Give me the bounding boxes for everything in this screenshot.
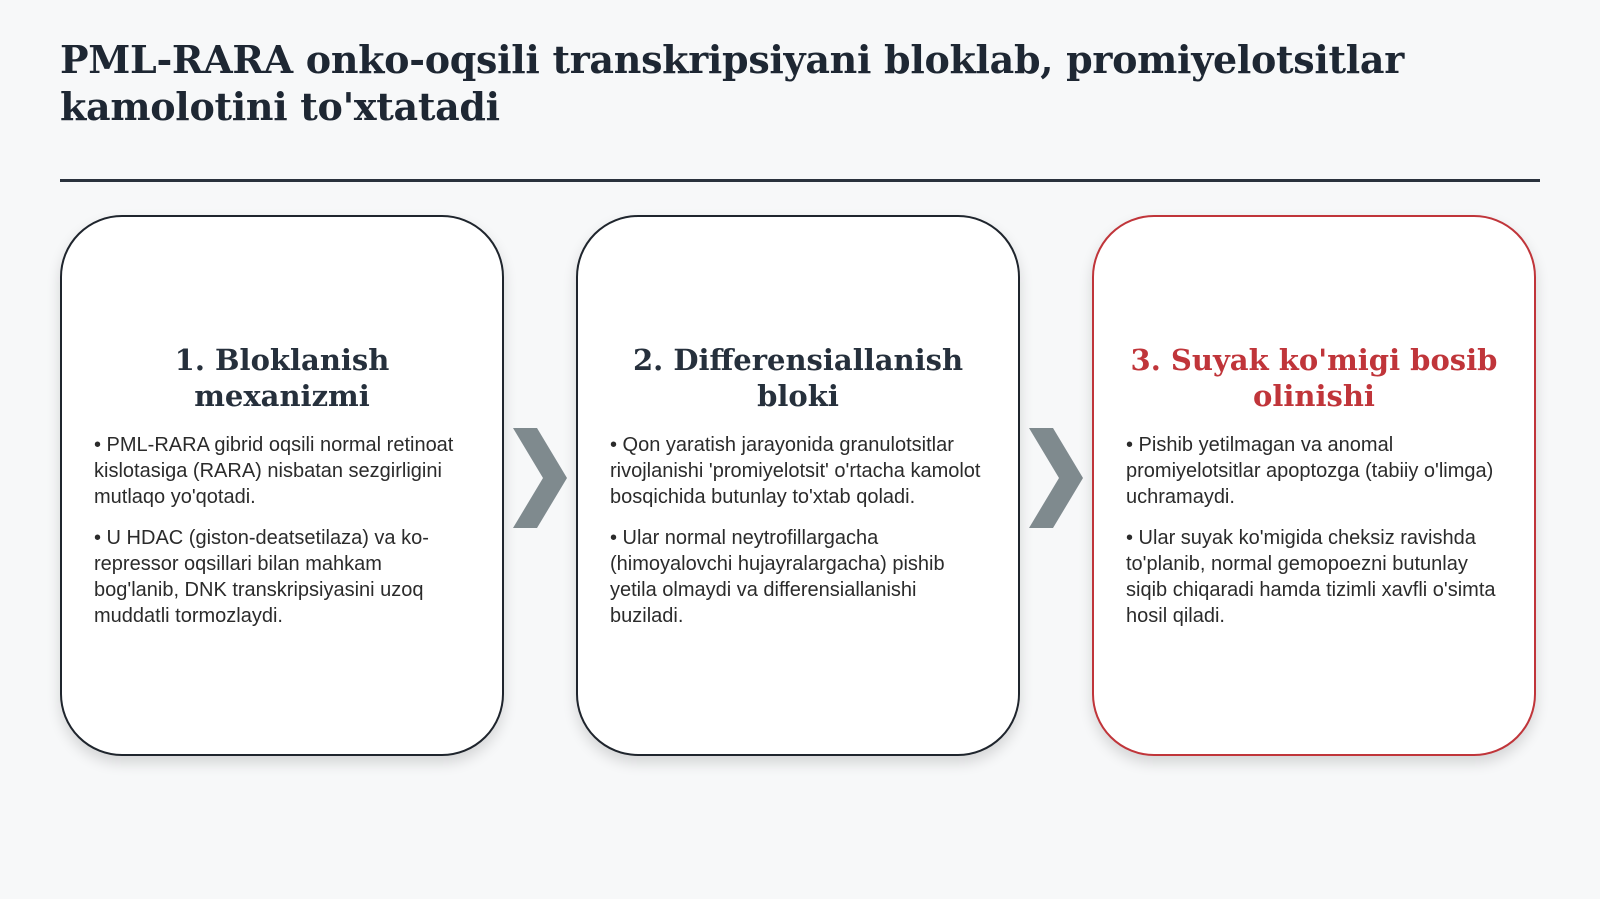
step-card-bone-marrow-takeover (1092, 215, 1536, 756)
step-bullet: • Ular suyak ko'migida cheksiz ravishda to'planib, normal gemopoezni butunlay siqib chiqaradi hamda tizimli xavfli o'simta hosil qiladi. (1126, 527, 1496, 627)
step-bullet: • Qon yaratish jarayonida granulotsitlar rivojlanishi 'promiyelotsit' o'rtacha kamolot bosqichida butunlay to'xtab qoladi. (610, 434, 981, 508)
chevron-right-icon (1029, 428, 1083, 528)
chevron-right-icon (513, 428, 567, 528)
step-card-differentiation-block (576, 215, 1020, 756)
step-bullet: • PML-RARA gibrid oqsili normal retinoat kislotasiga (RARA) nisbatan sezgirligini mutlaqo yo'qotadi. (94, 434, 454, 508)
step-heading: 1. Bloklanish mexanizmi (174, 343, 390, 413)
step-heading: 3. Suyak ko'migi bosib olinishi (1130, 343, 1498, 413)
step-bullet: • Pishib yetilmagan va anomal promiyelotsitlar apoptozga (tabiiy o'limga) uchramaydi. (1126, 434, 1494, 508)
step-card-blocking-mechanism (60, 215, 504, 756)
slide-title: PML-RARA onko-oqsili transkripsiyani bloklab, promiyelotsitlar kamolotini to'xtatadi (60, 37, 1404, 129)
step-bullet: • U HDAC (giston-deatsetilaza) va ko-repressor oqsillari bilan mahkam bog'lanib, DNK transkripsiyasini uzoq muddatli tormozlaydi. (94, 527, 429, 627)
step-bullet: • Ular normal neytrofillargacha (himoyalovchi hujayralargacha) pishib yetila olmaydi va differensiallanishi buziladi. (610, 527, 945, 627)
step-heading: 2. Differensiallanish bloki (632, 343, 964, 413)
